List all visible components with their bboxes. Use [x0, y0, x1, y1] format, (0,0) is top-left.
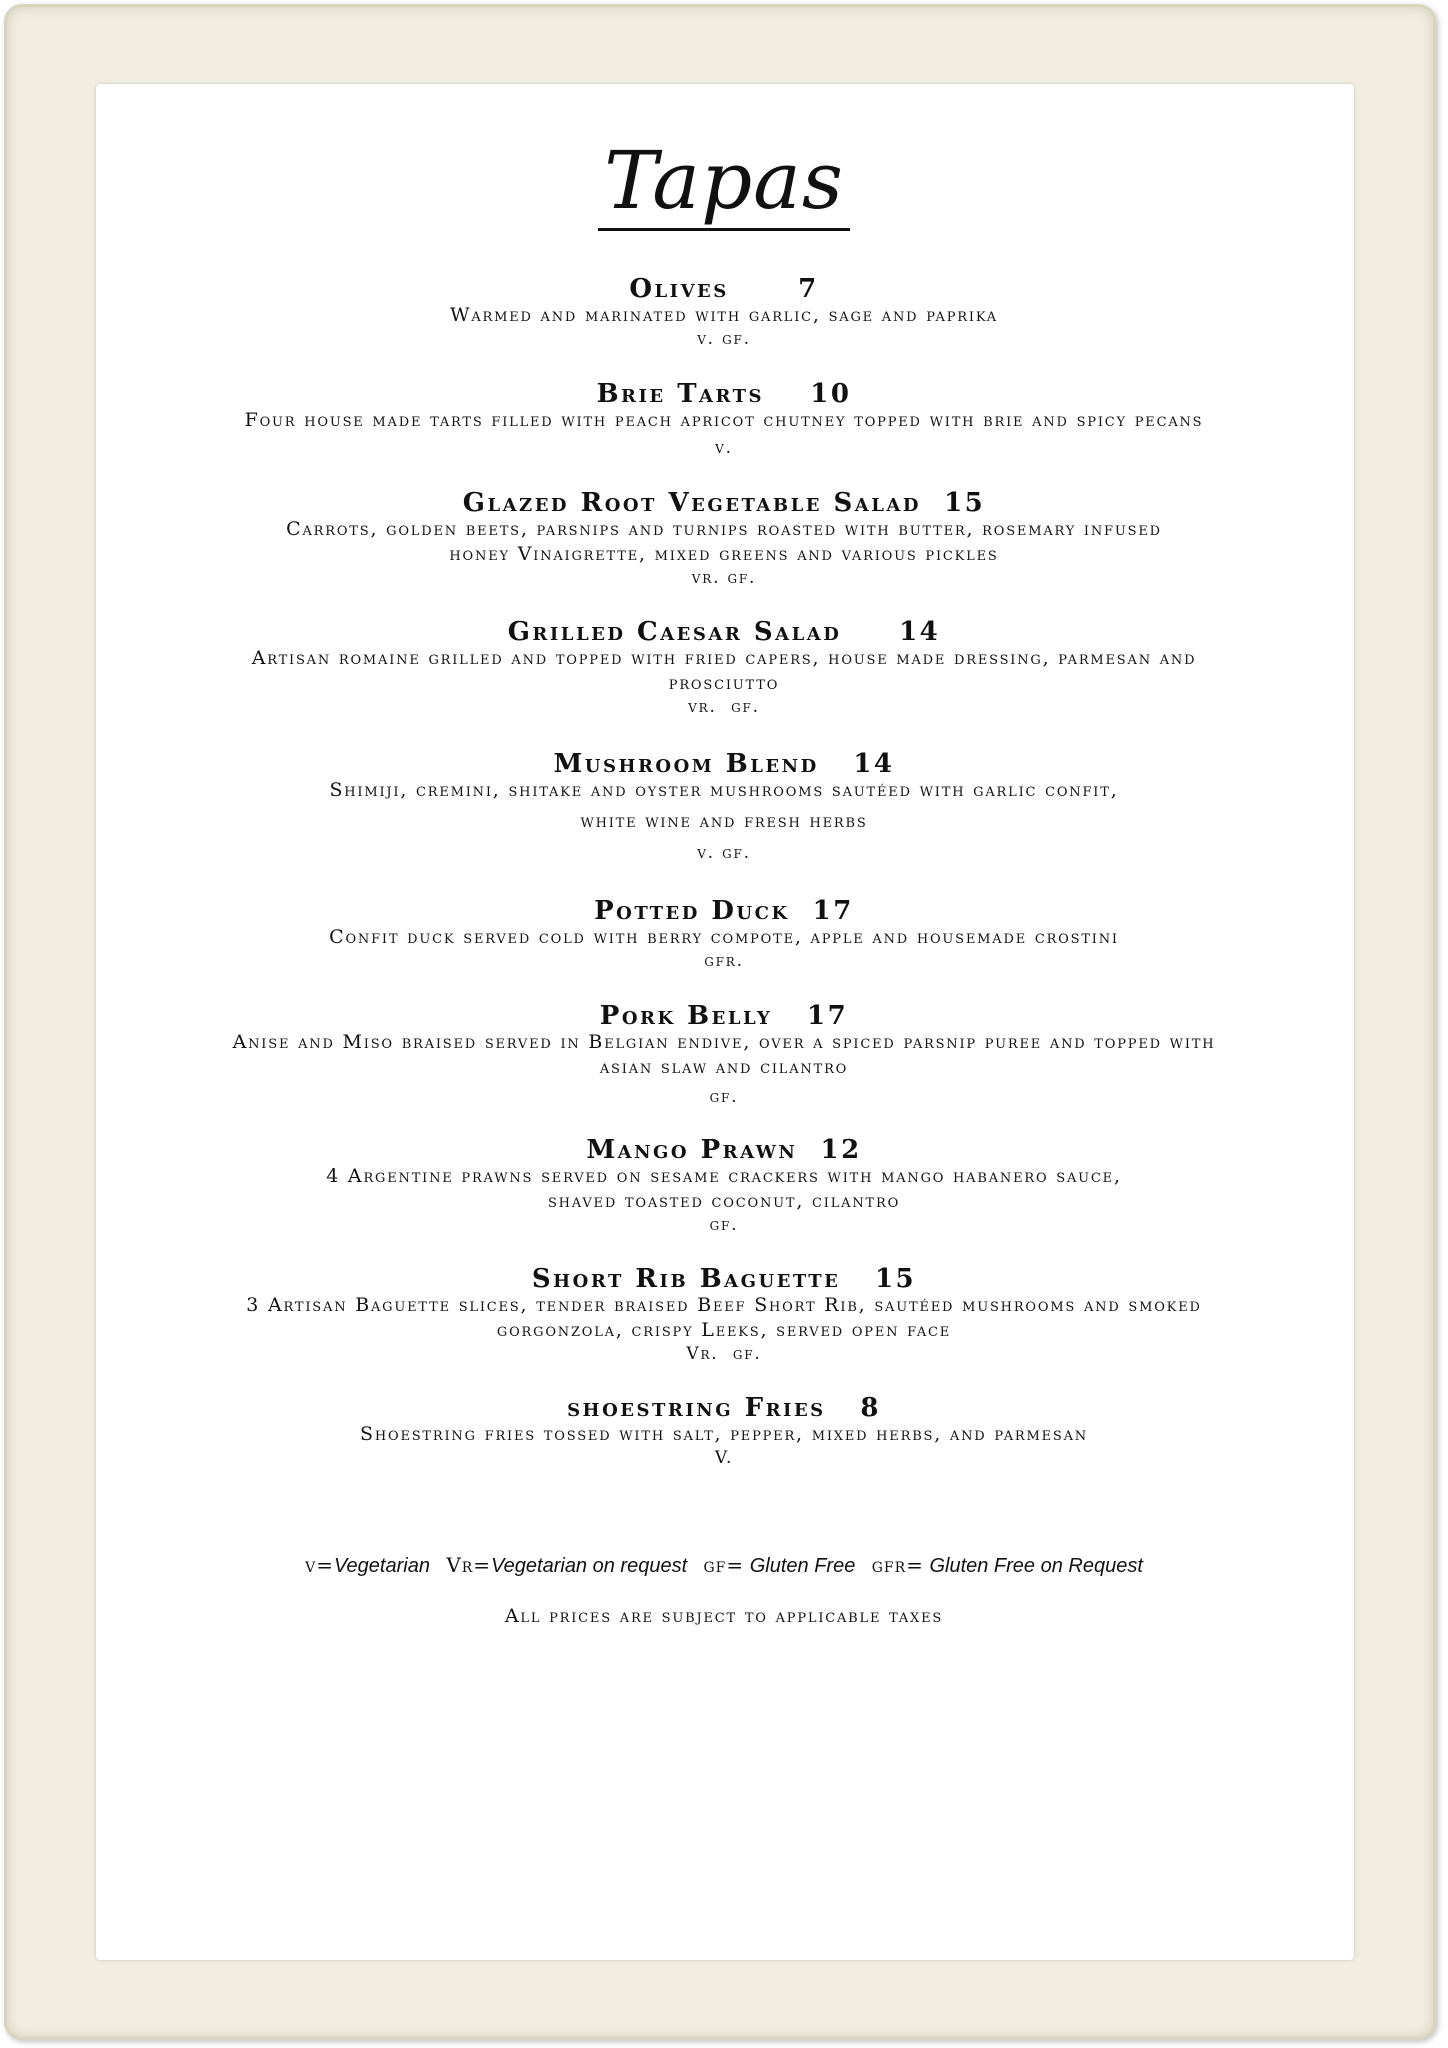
item-dietary-tags: V. [714, 1448, 734, 1468]
legend-gfr-abbr: gfr= [871, 1553, 924, 1577]
item-description: 4 Argentine prawns served on sesame crackers with mango habanero sauce, [326, 1165, 1122, 1187]
item-dietary-tags: vr. gf. [688, 697, 760, 717]
menu-item [120, 1002, 1328, 1108]
menu-item [120, 897, 1328, 972]
item-dietary-tags: Vr. gf. [686, 1344, 762, 1364]
legend-v-abbr: v= [305, 1553, 334, 1577]
item-description: Artisan romaine grilled and topped with fried capers, house made dressing, parmesan and [251, 647, 1197, 669]
item-description: asian slaw and cilantro [599, 1056, 849, 1078]
menu-item [120, 380, 1328, 459]
item-dietary-tags: gfr. [704, 951, 744, 971]
item-description: gorgonzola, crispy Leeks, served open face [496, 1319, 952, 1341]
item-name: Mango Prawn 12 [586, 1135, 862, 1165]
item-name: Olives 7 [629, 274, 819, 304]
menu-item [120, 275, 1328, 350]
legend-v-full: Vegetarian [333, 1555, 430, 1577]
item-description: Shimiji, cremini, shitake and oyster mushrooms sautéed with garlic confit, [329, 779, 1119, 801]
legend-vr-abbr: Vr= [446, 1553, 492, 1577]
menu-item [120, 1136, 1328, 1236]
item-name: Short Rib Baguette 15 [531, 1264, 917, 1294]
item-description: honey Vinaigrette, mixed greens and various pickles [449, 543, 999, 565]
menu-item [120, 618, 1328, 718]
menu-item [120, 1265, 1328, 1365]
item-name: Pork Belly 17 [599, 1001, 849, 1031]
item-description: shaved toasted coconut, cilantro [547, 1190, 901, 1212]
item-description: Anise and Miso braised served in Belgian endive, over a spiced parsnip puree and topped with [232, 1031, 1216, 1053]
item-description: Four house made tarts filled with peach apricot chutney topped with brie and spicy pecans [244, 409, 1204, 431]
item-name: shoestring Fries 8 [567, 1393, 881, 1423]
taxes-note: All prices are subject to applicable taxes [504, 1605, 944, 1627]
item-dietary-tags: v. [715, 438, 733, 458]
item-dietary-tags: vr. gf. [691, 568, 757, 588]
menu-title [0, 134, 1448, 231]
legend-gfr-full: Gluten Free on Request [923, 1555, 1143, 1577]
item-name: Glazed Root Vegetable Salad 15 [462, 488, 986, 518]
item-description: Shoestring fries tossed with salt, pepper, mixed herbs, and parmesan [360, 1423, 1088, 1445]
item-name: Potted Duck 17 [594, 896, 854, 926]
item-description: Warmed and marinated with garlic, sage and paprika [449, 304, 998, 326]
item-dietary-tags: gf. [709, 1215, 739, 1235]
item-description: 3 Artisan Baguette slices, tender braised Beef Short Rib, sautéed mushrooms and smoked [246, 1294, 1202, 1316]
item-name: Brie Tarts 10 [596, 379, 852, 409]
item-dietary-tags: gf. [709, 1087, 739, 1107]
menu-item [120, 750, 1328, 864]
menu-item [120, 1394, 1328, 1469]
item-description: Carrots, golden beets, parsnips and turnips roasted with butter, rosemary infused [286, 518, 1162, 540]
legend-gf-abbr: gf= [703, 1553, 745, 1577]
item-description: Confit duck served cold with berry compote, apple and housemade crostini [329, 926, 1119, 948]
item-name: Mushroom Blend 14 [553, 749, 895, 779]
legend-gf-full: Gluten Free [744, 1555, 856, 1577]
dietary-legend [0, 1552, 1448, 1579]
item-description: white wine and fresh herbs [580, 810, 868, 832]
item-dietary-tags: v. gf. [697, 329, 751, 349]
legend-vr-full: Vegetarian on request [491, 1555, 688, 1577]
menu-item [120, 489, 1328, 589]
item-name: Grilled Caesar Salad 14 [507, 617, 941, 647]
item-description: prosciutto [668, 672, 780, 694]
item-dietary-tags: v. gf. [697, 843, 751, 863]
menu-title-text: Tapas [598, 138, 850, 231]
